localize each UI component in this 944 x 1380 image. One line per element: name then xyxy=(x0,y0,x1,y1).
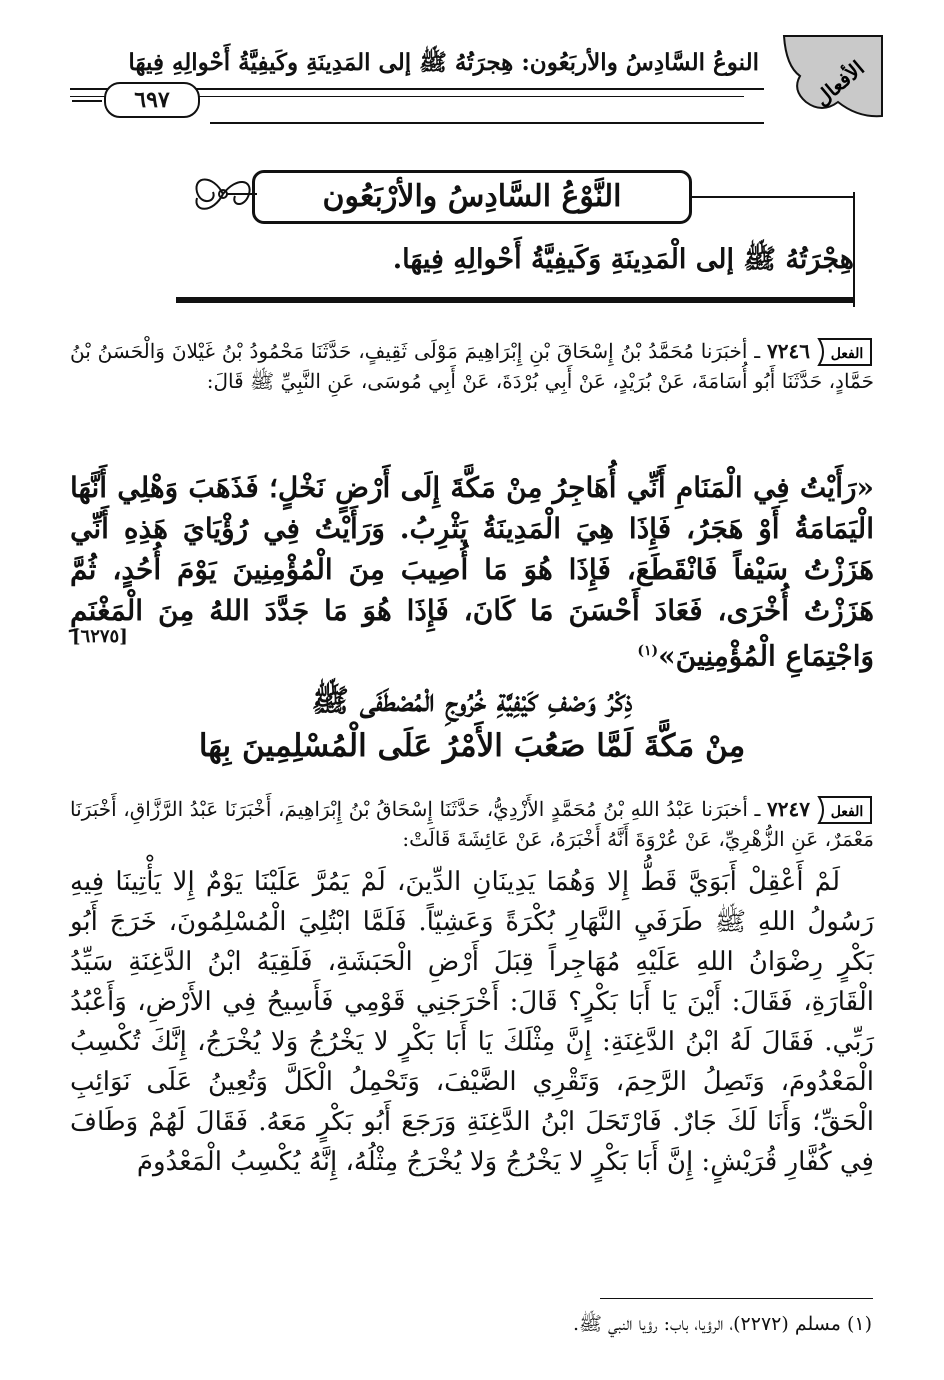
puzzle-corner-tab xyxy=(778,32,888,120)
hadith-reference-number: [٦٢٧٥] xyxy=(72,626,128,647)
banner-connector xyxy=(692,196,854,198)
chapter-divider xyxy=(176,297,854,303)
footnote-marker: (١) xyxy=(637,643,659,659)
hadith-isnad xyxy=(70,794,874,854)
floral-ornament-icon xyxy=(183,166,259,222)
hadith-matn xyxy=(70,862,874,1182)
chapter-title: النَّوْعُ السَّادِسُ والأرْبَعُون xyxy=(252,170,692,224)
hadith-isnad-text: ـ أخبَرَنا عَبْدُ اللهِ بْنُ مُحَمَّدٍ الأَزْدِيُّ، حَدَّثَنَا إِسْحَاقُ بْنُ إِبْرَاهِيمَ، أَخْبَرَنَا عَبْدُ الرَّزَّاقِ، أَخْبَرَنَا مَعْمَرٌ، عَنِ الزُّهْرِيِّ، عَنْ عُرْوَةَ أَنَّهُ أَخْبَرَهُ، عَنْ عَائِشَةَ قَالَتْ: xyxy=(70,797,874,851)
hadith-badge-label: الفعل xyxy=(830,804,864,820)
hadith-number: ٧٢٤٦ xyxy=(767,339,811,363)
footnote-number: (١) xyxy=(846,1313,872,1335)
header-corner-label: الأفعال xyxy=(809,55,869,111)
running-header-title: النوعُ السَّادِسُ والأربَعُون: هِجرَتُهُ ﷺ إلى المَدِينَةِ وكَيفِيَّةُ أَحْوالِهِ فِيهَا xyxy=(128,49,759,76)
hadith-matn xyxy=(70,467,874,676)
header-rule xyxy=(210,122,764,124)
hadith-isnad-text: ـ أخبَرَنا مُحَمَّدُ بْنُ إِسْحَاقَ بْنِ إِبْرَاهِيمَ مَوْلَى ثَقِيفٍ، حَدَّثَنَا مَحْمُودُ بْنُ غَيْلانَ وَالْحَسَنُ بْنُ حَمَّادٍ، حَدَّثَنَا أَبُو أُسَامَةَ، عَنْ بُرَيْدٍ، عَنْ أَبِي بُرْدَةَ، عَنْ أَبِي مُوسَى، عَنِ النَّبِيِّ ﷺ قَالَ: xyxy=(70,339,874,393)
hadith-isnad xyxy=(70,336,874,396)
section-heading-line1: ذِكْرُ وَصْفِ كَيْفِيَّةِ خُرُوجِ الْمُصْطَفَى ﷺ xyxy=(311,683,633,719)
footnote-text: مسلم (٢٢٧٢)، الرؤيا، باب: رؤيا النبي ﷺ. xyxy=(572,1313,841,1335)
hadith-matn-text: «رَأَيْتُ فِي الْمَنَامِ أَنِّي أُهَاجِرُ مِنْ مَكَّةَ إِلَى أَرْضٍ نَخْلٍ؛ فَذَهَبَ وَهْلِي أَنَّهَا الْيَمَامَةُ أَوْ هَجَرُ، فَإِذَا هِيَ الْمَدِينَةُ يَثْرِبُ. وَرَأَيْتُ فِي رُؤْيَايَ هَذِهِ أَنِّي هَزَزْتُ سَيْفاً فَانْقَطَعَ، فَإِذَا هُوَ مَا أُصِيبَ مِنَ الْمُؤْمِنِينَ يَوْمَ أُحُدٍ، ثُمَّ هَزَزْتُ أُخْرَى، فَعَادَ أَحْسَنَ مَا كَانَ، فَإِذَا هُوَ مَا جَدَّدَ اللهُ مِنَ الْمَغْنَمِ وَاجْتِمَاعِ الْمُؤْمِنِينَ» xyxy=(70,471,874,673)
chapter-subtitle: هِجْرَتُهُ ﷺ إلى الْمَدِينَةِ وَكَيفِيَّةُ أَحْوالِهِ فِيهَا. xyxy=(392,244,854,275)
hadith-matn-text: لَمْ أَعْقِلْ أَبَوَيَّ قَطُّ إِلا وَهُمَا يَدِينَانِ الدِّينَ، لَمْ يَمُرَّ عَلَيْنَا يَوْمٌ إِلا يَأْتِينَا فِيهِ رَسُولُ اللهِ ﷺ طَرَفَيِ النَّهَارِ بُكْرَةً وَعَشِيّاً. فَلَمَّا ابْتُلِيَ الْمُسْلِمُونَ، خَرَجَ أَبُو بَكْرٍ رِضْوَانُ اللهِ عَلَيْهِ مُهَاجِراً قِبَلَ أَرْضِ الْحَبَشَةِ، فَلَقِيَهُ ابْنُ الدَّغِنَةِ سَيِّدُ الْقَارَةِ، فَقَالَ: أَيْنَ يَا أَبَا بَكْرٍ؟ قَالَ: أَخْرَجَنِي قَوْمِي فَأَسِيحُ فِي الأَرْضِ، وَأَعْبُدُ رَبِّي. فَقَالَ لَهُ ابْنُ الدَّغِنَةِ: إِنَّ مِثْلَكَ يَا أَبَا بَكْرٍ لا يَخْرُجُ وَلا يُخْرَجُ، إِنَّكَ تُكْسِبُ الْمَعْدُومَ، وَتَصِلُ الرَّحِمَ، وَتَقْرِي الضَّيْفَ، وَتَحْمِلُ الْكَلَّ وَتُعِينُ عَلَى نَوَائِبِ الْحَقِّ؛ وَأَنَا لَكَ جَارٌ. فَارْتَحَلَ ابْنُ الدَّغِنَةِ وَرَجَعَ أَبُو بَكْرٍ مَعَهُ. فَقَالَ لَهُمْ وَطَافَ فِي كُفَّارِ قُرَيْشٍ: إِنَّ أَبَا بَكْرٍ لا يَخْرُجُ وَلا يُخْرَجُ مِثْلُهُ، إِنَّهُ يُكْسِبُ الْمَعْدُومَ xyxy=(70,867,874,1177)
hadith-number: ٧٢٤٧ xyxy=(767,797,810,821)
footnote xyxy=(573,1312,872,1340)
footnote-rule xyxy=(600,1298,873,1299)
hadith-badge-label: الفعل xyxy=(830,346,864,362)
page-number: ٦٩٧ xyxy=(104,82,200,118)
section-heading-line2: مِنْ مَكَّةَ لَمَّا صَعُبَ الأَمْرُ عَلَى الْمُسْلِمِينَ بِهَا xyxy=(198,728,746,764)
